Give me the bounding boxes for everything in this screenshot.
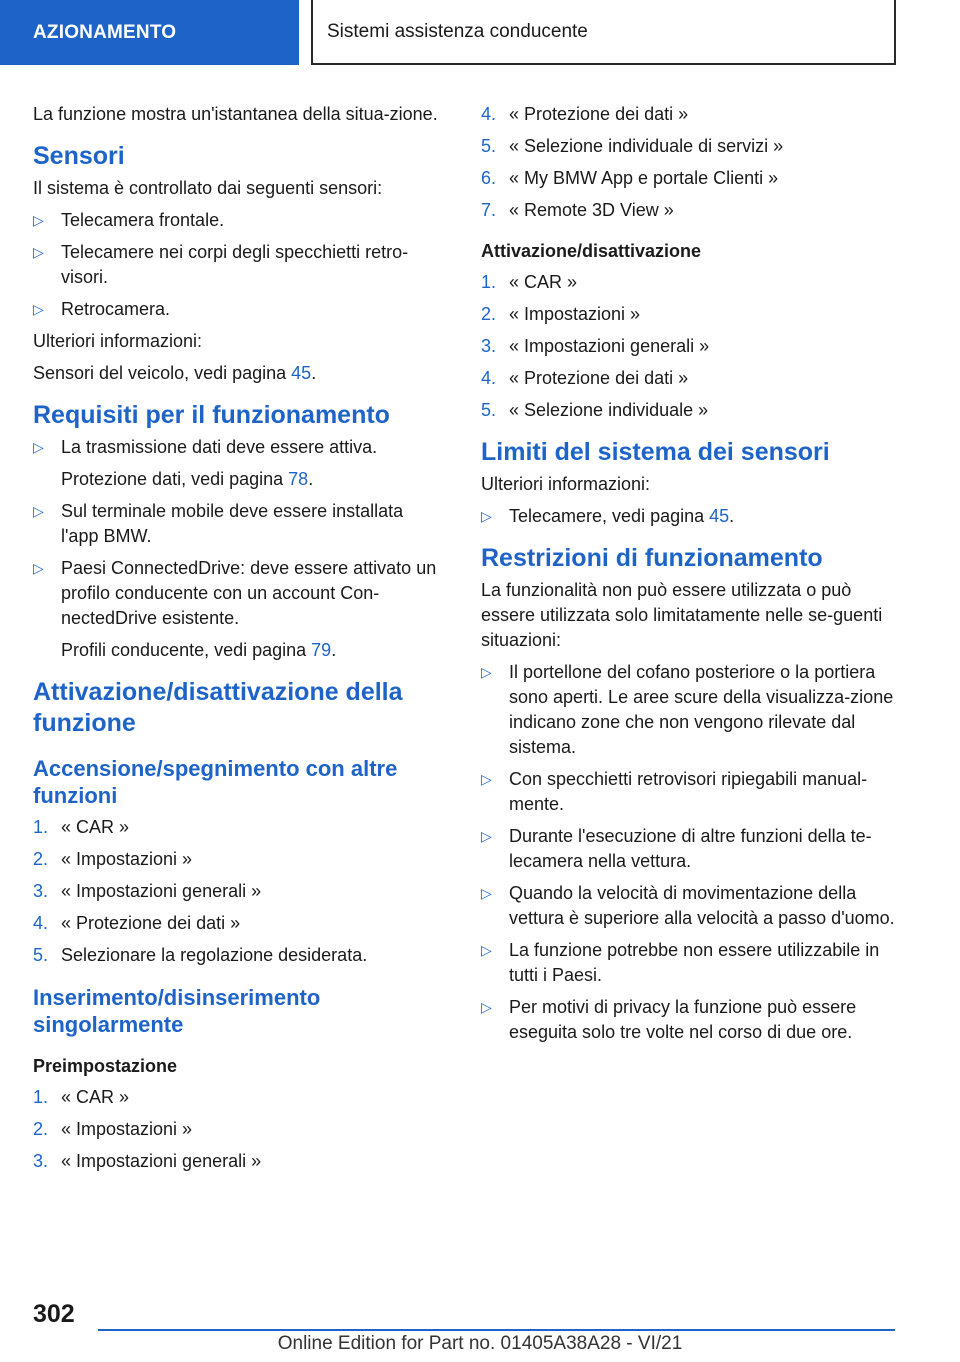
step-text: « Impostazioni » [509,304,641,324]
step-item [481,398,899,423]
bullet-triangle-icon: ▷ [481,828,492,844]
page-link-45[interactable]: 45 [709,506,730,526]
sensori-more-label: Ulteriori informazioni: [33,331,203,351]
list-item [33,556,438,663]
header-chapter-box [311,0,896,65]
list-item [481,824,899,874]
list-item [481,995,899,1045]
step-number: 7. [481,200,497,220]
step-number: 1. [481,272,497,292]
sensori-list [33,208,438,322]
preset-steps [33,1085,438,1174]
intro-text: La funzione mostra un'istantanea della situa-zione. [33,104,438,124]
list-item [33,297,438,322]
page-link-45[interactable]: 45 [291,363,312,383]
item-reference [61,638,438,663]
footer-edition: Online Edition for Part no. 01405A38A28 - VI/21 [277,1333,683,1354]
bullet-triangle-icon: ▷ [481,885,492,901]
list-item [33,435,438,492]
list-item-text: Il portellone del cofano posteriore o la portiera sono aperti. Le aree scure della visualizza-zione indicano zone che non vengono rilevate dal sistema. [509,662,894,757]
step-text: « Protezione dei dati » [509,104,689,124]
list-item-text: Retrocamera. [61,299,171,319]
list-item [481,881,899,931]
bullet-triangle-icon: ▷ [33,212,44,228]
list-item [481,660,899,760]
footer-divider [98,1329,895,1331]
bullet-triangle-icon: ▷ [481,942,492,958]
step-text: « Remote 3D View » [509,200,674,220]
step-text: « CAR » [509,272,578,292]
step-text: « Impostazioni generali » [61,881,262,901]
bullet-triangle-icon: ▷ [481,664,492,680]
preset-steps-continued [481,102,899,223]
item-reference [61,467,438,492]
step-number: 2. [481,304,497,324]
heading-limiti: Limiti del sistema dei sensori [481,438,830,466]
header-section-label: AZIONAMENTO [33,21,177,43]
sensori-ref-end: . [311,363,317,383]
step-text: « Impostazioni generali » [509,336,710,356]
step-number: 1. [33,1087,49,1107]
accensione-steps [33,815,438,968]
step-text: « My BMW App e portale Clienti » [509,168,779,188]
list-item [481,504,899,529]
step-text: « Impostazioni » [61,1119,193,1139]
ref-end: . [331,640,337,660]
step-number: 3. [33,1151,49,1171]
step-text: Selezionare la regolazione desiderata. [61,945,368,965]
preset-label: Preimpostazione [33,1056,178,1076]
restrizioni-list [481,660,899,1045]
bullet-triangle-icon: ▷ [481,999,492,1015]
step-item [33,911,438,936]
ref-end: . [729,506,735,526]
list-item-text: Sul terminale mobile deve essere installata l'app BMW. [61,501,404,546]
header-section-tab [0,0,299,65]
step-number: 3. [481,336,497,356]
list-item-text: Quando la velocità di movimentazione della vettura è superiore alla velocità a passo d'uomo. [509,883,895,928]
step-item [33,815,438,840]
step-text: « Selezione individuale di servizi » [509,136,784,156]
subheading-accensione: Accensione/spegnimento con altre funzioni [33,756,398,808]
bullet-triangle-icon: ▷ [33,301,44,317]
ref-text: Protezione dati, vedi pagina [61,469,289,489]
restrizioni-text: La funzionalità non può essere utilizzata o può essere utilizzata solo limitatamente nelle se-guenti situazioni: [481,580,883,650]
step-item [481,302,899,327]
list-item [33,208,438,233]
page-link-78[interactable]: 78 [288,469,309,489]
bullet-triangle-icon: ▷ [33,439,44,455]
limiti-more-label: Ulteriori informazioni: [481,474,651,494]
step-text: « Impostazioni » [61,849,193,869]
header-chapter-label: Sistemi assistenza conducente [327,20,588,42]
requisiti-list [33,435,438,663]
bullet-triangle-icon: ▷ [33,560,44,576]
sensori-text: Il sistema è controllato dai seguenti sensori: [33,178,383,198]
activation-label: Attivazione/disattivazione [481,241,702,261]
step-text: « Selezione individuale » [509,400,709,420]
step-number: 3. [33,881,49,901]
step-item [33,1085,438,1110]
step-item [481,102,899,127]
list-item-text: Per motivi di privacy la funzione può essere eseguita solo tre volte nel corso di due ore. [509,997,857,1042]
ref-text: Profili conducente, vedi pagina [61,640,312,660]
step-item [33,943,438,968]
bullet-triangle-icon: ▷ [33,503,44,519]
bullet-triangle-icon: ▷ [481,508,492,524]
step-text: « Protezione dei dati » [509,368,689,388]
bullet-triangle-icon: ▷ [33,244,44,260]
heading-attivazione: Attivazione/disattivazione della funzione [33,678,403,737]
list-item [481,938,899,988]
step-number: 2. [33,1119,49,1139]
step-text: « Impostazioni generali » [61,1151,262,1171]
page-number: 302 [33,1300,75,1328]
step-text: « CAR » [61,1087,130,1107]
step-item [481,270,899,295]
activation-steps [481,270,899,423]
list-item [33,240,438,290]
list-item-text: Telecamere nei corpi degli specchietti retro-visori. [61,242,409,287]
step-item [481,134,899,159]
step-item [481,166,899,191]
list-item [481,767,899,817]
step-item [33,847,438,872]
bullet-triangle-icon: ▷ [481,771,492,787]
step-text: « CAR » [61,817,130,837]
list-item-text: Durante l'esecuzione di altre funzioni della te-lecamera nella vettura. [509,826,872,871]
sensori-ref-text: Sensori del veicolo, vedi pagina [33,363,292,383]
step-number: 5. [33,945,49,965]
heading-requisiti: Requisiti per il funzionamento [33,401,390,429]
list-item-text: Telecamere, vedi pagina [509,506,710,526]
step-item [33,1149,438,1174]
step-number: 4. [33,913,49,933]
list-item-text: Telecamera frontale. [61,210,225,230]
right-column [481,102,899,1052]
step-text: « Protezione dei dati » [61,913,241,933]
heading-restrizioni: Restrizioni di funzionamento [481,544,823,572]
step-number: 5. [481,400,497,420]
list-item-text: La funzione potrebbe non essere utilizzabile in tutti i Paesi. [509,940,880,985]
ref-end: . [308,469,314,489]
list-item-text: Con specchietti retrovisori ripiegabili manual-mente. [509,769,868,814]
step-number: 2. [33,849,49,869]
sensori-reference [33,361,438,386]
left-column [33,102,438,1181]
step-item [481,366,899,391]
list-item-text: La trasmissione dati deve essere attiva. [61,437,378,457]
step-item [33,1117,438,1142]
page-link-79[interactable]: 79 [311,640,332,660]
step-number: 5. [481,136,497,156]
step-item [481,334,899,359]
limiti-list [481,504,899,529]
step-number: 4. [481,104,497,124]
subheading-inserimento: Inserimento/disinserimento singolarmente [33,985,321,1037]
step-item [33,879,438,904]
step-item [481,198,899,223]
heading-sensori: Sensori [33,142,125,170]
list-item [33,499,438,549]
step-number: 1. [33,817,49,837]
list-item-text: Paesi ConnectedDrive: deve essere attivato un profilo conducente con un account Con-nectedDrive esistente. [61,558,437,628]
step-number: 6. [481,168,497,188]
step-number: 4. [481,368,497,388]
